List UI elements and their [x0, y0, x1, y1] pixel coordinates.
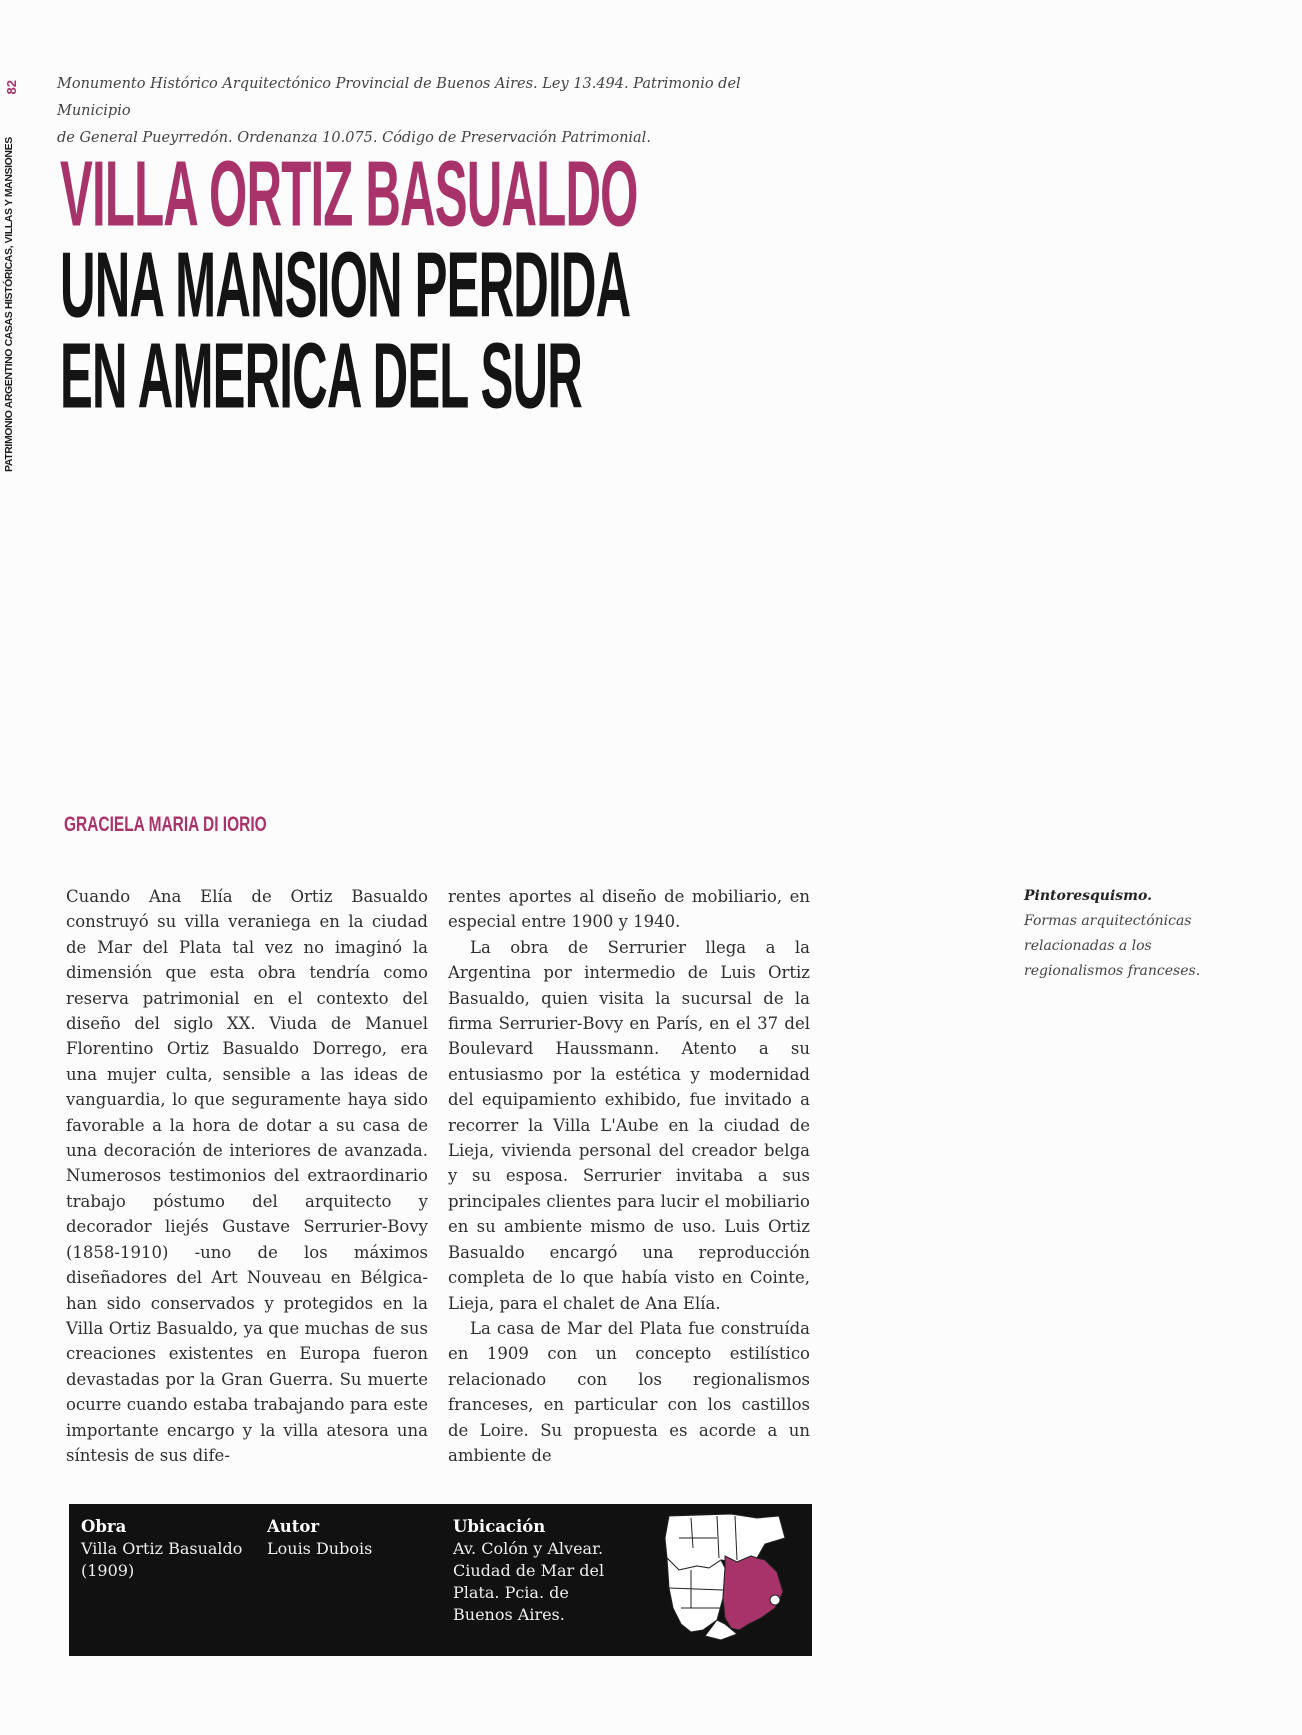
- info-ubicacion-label: Ubicación: [453, 1517, 546, 1536]
- info-obra: [81, 1516, 246, 1582]
- author-byline: GRACIELA MARIA DI IORIO: [64, 812, 267, 836]
- running-head: PATRIMONIO ARGENTINO CASAS HISTÓRICAS, VILLAS Y MANSIONES: [3, 137, 15, 473]
- argentina-provinces-map-icon: [661, 1508, 801, 1650]
- body-paragraph: La obra de Serrurier llega a la Argentina por intermedio de Luis Ortiz Basualdo, quien visita la sucursal de la firma Serrurier-Bovy en París, en el 37 del Boulevard Haussmann. Atento a su entusiasmo por la estética y modernidad del equipamiento exhibido, fue invitado a recorrer la Villa L'Aube en la ciudad de Lieja, vivienda personal del creador belga y su esposa. Serrurier invitaba a sus principales clientes para lucir el mobiliario en su ambiente mismo de uso. Luis Ortiz Basualdo encargó una reproducción completa de lo que había visto en Cointe, Lieja, para el chalet de Ana Elía.: [448, 937, 810, 1313]
- info-autor: [267, 1516, 427, 1560]
- info-box: [69, 1504, 812, 1656]
- info-ubicacion-value: Av. Colón y Alvear. Ciudad de Mar del Plata. Pcia. de Buenos Aires.: [453, 1539, 605, 1624]
- heritage-note-line-2: de General Pueyrredón. Ordenanza 10.075. Código de Preservación Patrimonial.: [57, 130, 651, 146]
- article-title: [60, 141, 780, 428]
- title-line-1: VILLA ORTIZ BASUALDO: [60, 141, 638, 246]
- heritage-note-line-1: Monumento Histórico Arquitectónico Provincial de Buenos Aires. Ley 13.494. Patrimonio del Municipio: [57, 76, 741, 119]
- title-line-2: UNA MANSION PERDIDA: [60, 232, 631, 337]
- caption-text: Formas arquitectónicas relacionadas a los regionalismos franceses.: [1024, 913, 1201, 979]
- photo-caption: [1024, 884, 1224, 984]
- body-paragraph: rentes aportes al diseño de mobiliario, en especial entre 1900 y 1940.: [448, 887, 810, 932]
- body-column-1: [66, 884, 428, 1468]
- body-paragraph: Cuando Ana Elía de Ortiz Basualdo construyó su villa veraniega en la ciudad de Mar del Plata tal vez no imaginó la dimensión que esta obra tendría como reserva patrimonial en el contexto del diseño del siglo XX. Viuda de Manuel Florentino Ortiz Basualdo Dorrego, era una mujer culta, sensible a las ideas de vanguardia, lo que seguramente haya sido favorable a la hora de dotar a su casa de una decoración de interiores de avanzada. Numerosos testimonios del extraordinario trabajo póstumo del arquitecto y decorador liejés Gustave Serrurier-Bovy (1858-1910) -uno de los máximos diseñadores del Art Nouveau en Bélgica- han sido conservados y protegidos en la Villa Ortiz Basualdo, ya que muchas de sus creaciones existentes en Europa fueron devastadas por la Gran Guerra. Su muerte ocurre cuando estaba trabajando para este importante encargo y la villa atesora una síntesis de sus dife-: [66, 887, 428, 1465]
- info-obra-label: Obra: [81, 1517, 127, 1536]
- info-ubicacion: [453, 1516, 618, 1626]
- body-paragraph: La casa de Mar del Plata fue construída en 1909 con un concepto estilístico relacionado con los regionalismos franceses, en particular con los castillos de Loire. Su propuesta es acorde a un ambiente de: [448, 1318, 810, 1465]
- body-column-2: [448, 884, 810, 1468]
- info-autor-value: Louis Dubois: [267, 1539, 373, 1558]
- info-obra-value: Villa Ortiz Basualdo (1909): [81, 1539, 243, 1580]
- caption-title: Pintoresquismo.: [1024, 888, 1152, 904]
- page-number: 82: [4, 80, 19, 95]
- info-autor-label: Autor: [267, 1517, 320, 1536]
- title-line-3: EN AMERICA DEL SUR: [60, 323, 582, 428]
